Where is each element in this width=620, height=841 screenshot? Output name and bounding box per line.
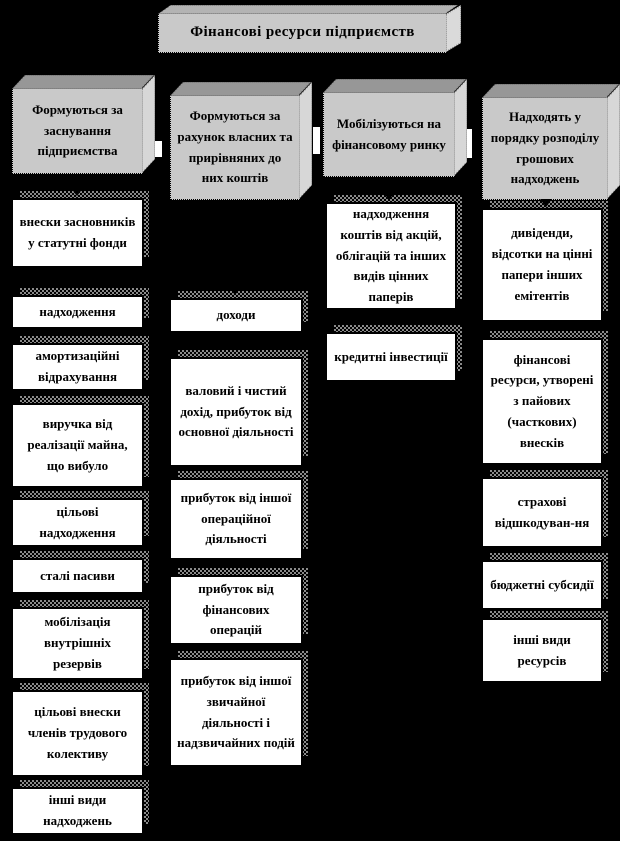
flow-item-col1-2 bbox=[11, 295, 144, 329]
flow-item-col4-4 bbox=[481, 560, 603, 610]
flow-item-label: інші види надходжень bbox=[43, 792, 112, 828]
arrow-down-icon bbox=[71, 176, 83, 197]
flow-item-label: кредитні інвестиції bbox=[334, 348, 448, 364]
flow-item-label: дивіденди, відсотки на цінні папери інших емітентів bbox=[491, 225, 593, 303]
flow-item-label: прибуток від іншої операційної діяльності bbox=[180, 489, 292, 547]
flow-item-col1-6 bbox=[11, 558, 144, 594]
flow-item-label: цільові внески членів трудового колективу bbox=[27, 704, 128, 761]
flow-item-label: амортизаційні відрахування bbox=[35, 348, 120, 384]
column-4-header-label: Надходять у порядку розподілу грошових надходжень bbox=[490, 109, 600, 187]
column-3-header-label: Мобілізуються на фінансовому ринку bbox=[332, 115, 446, 152]
flow-item-label: фінансові ресурси, утворені з пайових (часткових) внесків bbox=[490, 351, 594, 450]
column-1-header-label: Формуються за заснування підприємства bbox=[32, 102, 123, 159]
flow-item-label: надходження коштів від акцій, облігацій та інших видів цінних паперів bbox=[335, 206, 447, 305]
flow-item-label: цільові надходження bbox=[39, 503, 116, 540]
flow-item-label: валовий і чистий дохід, прибуток від основної діяльності bbox=[178, 382, 294, 440]
title-box bbox=[158, 13, 447, 53]
flow-item-col2-3 bbox=[169, 478, 303, 560]
flow-item-col3-1 bbox=[325, 202, 457, 310]
flow-item-col2-5 bbox=[169, 658, 303, 767]
flow-item-col2-2 bbox=[169, 357, 303, 467]
flow-item-col1-8 bbox=[11, 690, 144, 777]
flow-item-col4-2 bbox=[481, 338, 603, 465]
flow-item-col4-5 bbox=[481, 618, 603, 683]
arrow-down-icon bbox=[540, 199, 552, 208]
header-edge-tab bbox=[312, 126, 321, 155]
flow-item-col4-1 bbox=[481, 208, 603, 322]
flow-item-label: сталі пасиви bbox=[40, 567, 115, 583]
flow-item-col1-9 bbox=[11, 787, 144, 835]
flow-item-label: внески засновників у статутні фонди bbox=[19, 214, 136, 250]
flow-item-label: страхові відшкодуван-ня bbox=[494, 493, 590, 530]
flow-item-col1-5 bbox=[11, 498, 144, 547]
flow-item-label: виручка від реалізації майна, що вибуло bbox=[27, 416, 128, 473]
flow-item-col2-4 bbox=[169, 575, 303, 645]
column-2-header-label: Формуються за рахунок власних та прирівняних до них коштів bbox=[177, 108, 293, 186]
flow-item-label: прибуток від фінансових операцій bbox=[198, 580, 274, 638]
flow-item-col2-1 bbox=[169, 298, 303, 333]
column-1-header bbox=[12, 88, 143, 174]
column-4-header bbox=[482, 97, 608, 200]
flow-item-col1-1 bbox=[11, 198, 144, 268]
title-text: Фінансові ресурси підприємств bbox=[190, 24, 415, 41]
flow-item-label: прибуток від іншої звичайної діяльності і надзвичайних подій bbox=[177, 672, 295, 751]
flow-item-col1-7 bbox=[11, 607, 144, 680]
column-3-header bbox=[323, 92, 455, 177]
flow-item-label: мобілізація внутрішніх резервів bbox=[44, 614, 111, 671]
flow-item-label: надходження bbox=[39, 303, 116, 319]
arrow-down-icon bbox=[383, 179, 395, 201]
flow-item-col3-2 bbox=[325, 332, 457, 382]
arrow-down-icon bbox=[229, 202, 241, 296]
flow-item-label: інші види ресурсів bbox=[513, 631, 571, 668]
column-2-header bbox=[170, 95, 300, 200]
flow-item-col1-3 bbox=[11, 343, 144, 391]
flow-item-col4-3 bbox=[481, 477, 603, 548]
flow-item-label: бюджетні субсидії bbox=[490, 576, 594, 592]
flow-item-label: доходи bbox=[216, 307, 256, 323]
flow-item-col1-4 bbox=[11, 403, 144, 488]
